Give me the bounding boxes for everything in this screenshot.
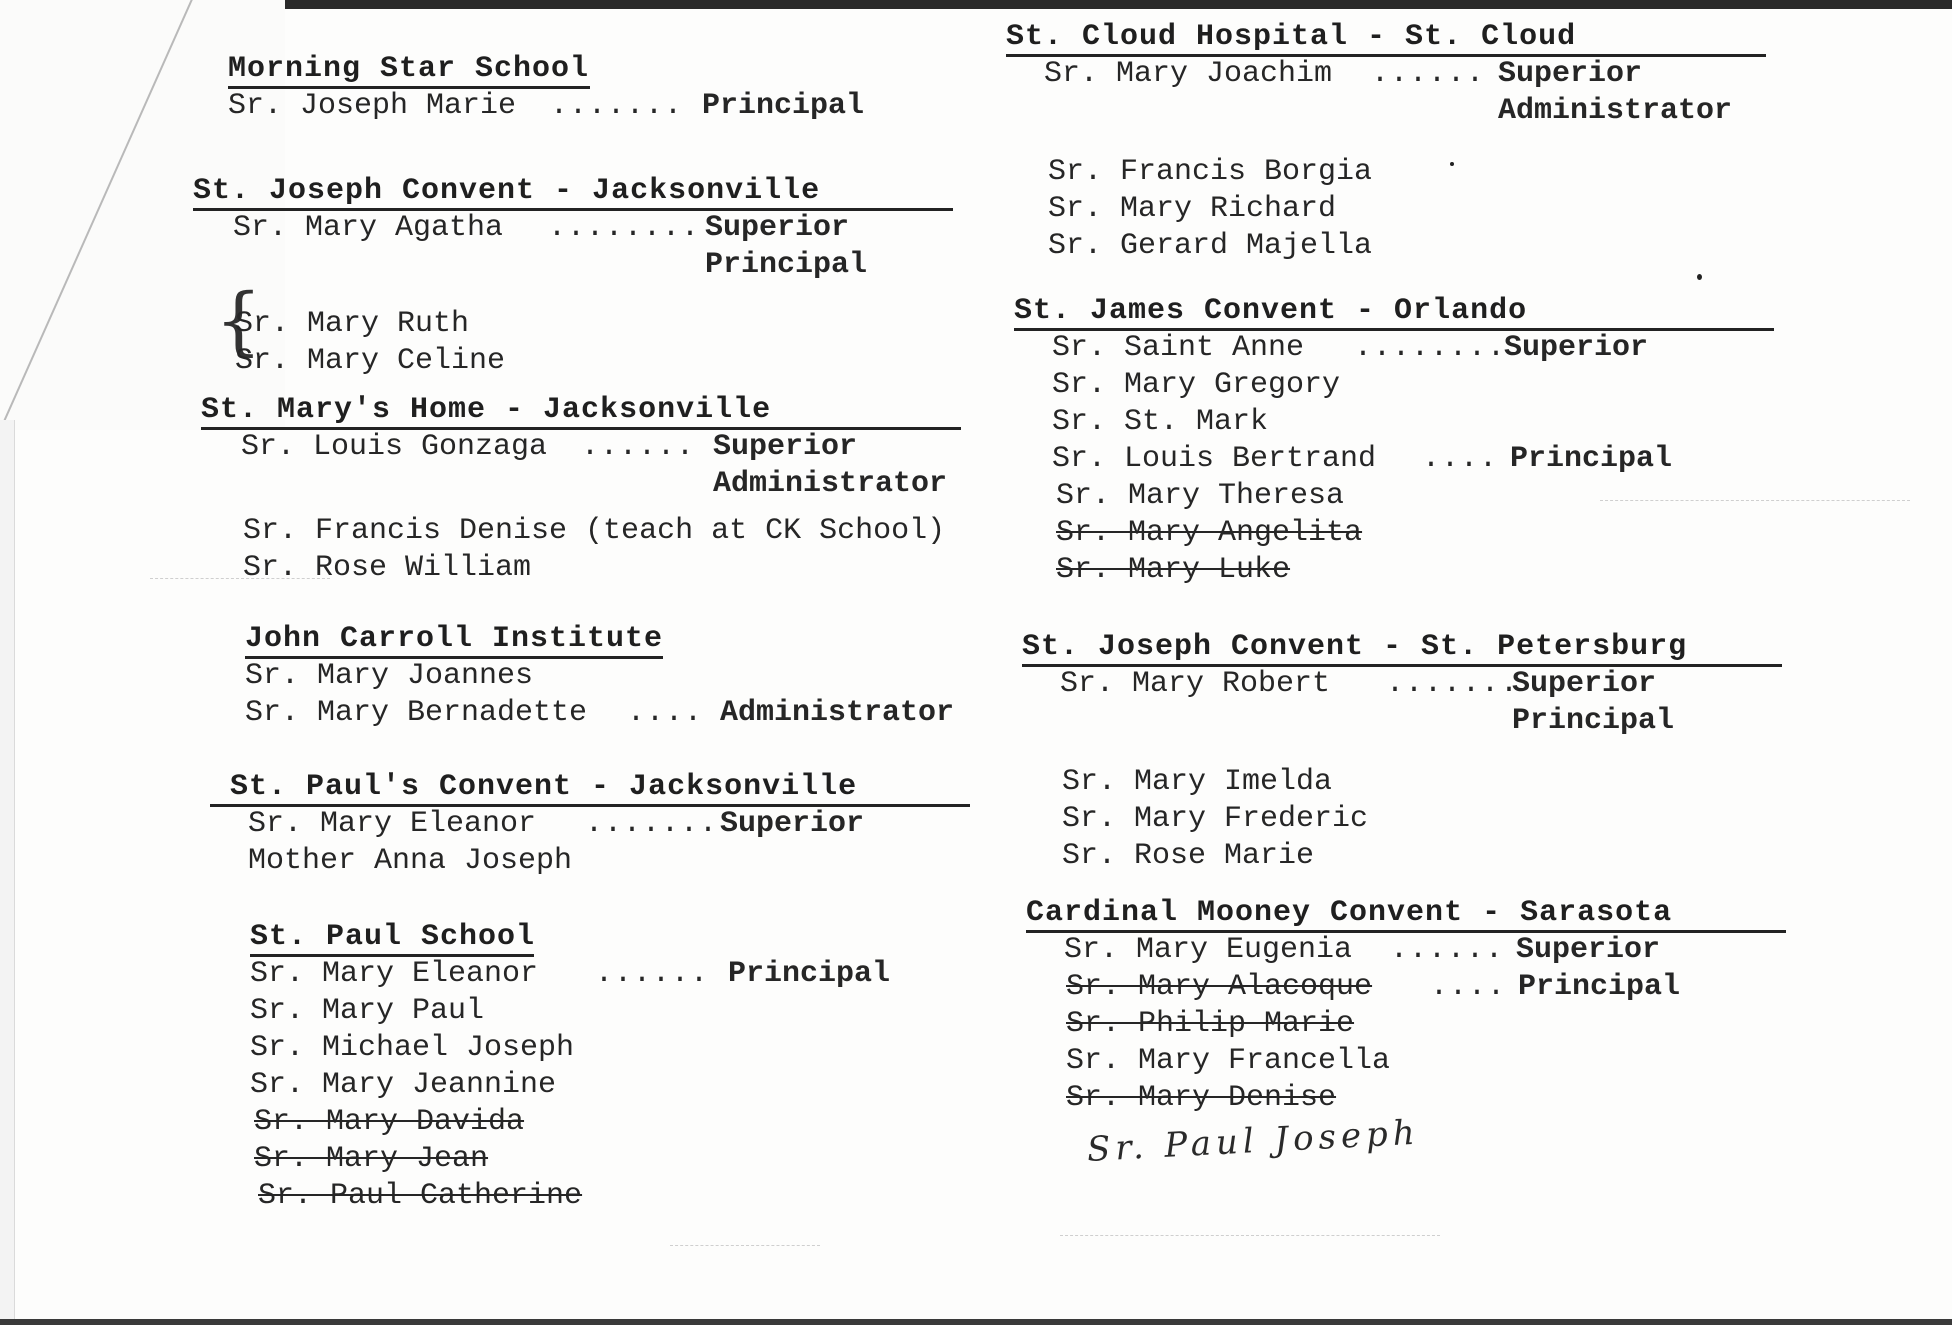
staff-name: Sr. Mary Gregory (1052, 368, 1341, 402)
staff-role: Principal (1510, 442, 1673, 476)
scan-left-edge (0, 420, 15, 1325)
staff-row (210, 807, 970, 844)
staff-role: Principal (1518, 970, 1681, 1004)
leader-dots: .... (1430, 970, 1507, 1004)
staff-row (1006, 57, 1766, 94)
staff-name: Sr. Louis Gonzaga (241, 430, 548, 464)
staff-row (1026, 970, 1786, 1007)
staff-row (245, 696, 975, 733)
section-heading: Morning Star School (228, 52, 590, 86)
staff-row (1022, 704, 1782, 741)
staff-name: Sr. Mary Ruth (235, 307, 470, 341)
leader-dots: ........ (548, 211, 701, 245)
section-heading: St. Cloud Hospital - St. Cloud (1006, 20, 1577, 54)
leader-dots: .... (1422, 442, 1499, 476)
staff-row (1006, 229, 1766, 266)
leader-dots: ...... (1371, 57, 1486, 91)
staff-role: Administrator (720, 696, 955, 730)
section-st-paul-school (250, 920, 970, 1216)
staff-name: Sr. Michael Joseph (250, 1031, 575, 1065)
staff-row (228, 89, 928, 126)
staff-name: Sr. Mary Robert (1060, 667, 1331, 701)
staff-name: Sr. St. Mark (1052, 405, 1269, 439)
staff-row (1022, 839, 1782, 876)
leader-dots: ....... (585, 807, 719, 841)
staff-row-struck (250, 1142, 970, 1179)
staff-name-struck: Sr. Philip Marie (1066, 1007, 1355, 1041)
staff-row (250, 957, 970, 994)
leader-dots: ...... (581, 430, 696, 464)
staff-name: Sr. Mary Eugenia (1064, 933, 1353, 967)
staff-name: Sr. Mary Agatha (233, 211, 504, 245)
staff-row (250, 994, 970, 1031)
section-morning-star-school (228, 52, 928, 126)
speck (1697, 274, 1702, 280)
section-heading: St. Paul's Convent - Jacksonville (230, 770, 858, 804)
staff-name: Sr. Mary Joachim (1044, 57, 1333, 91)
section-heading: St. Mary's Home - Jacksonville (201, 393, 772, 427)
staff-name: Sr. Mary Imelda (1062, 765, 1333, 799)
staff-name: Sr. Mary Francella (1066, 1044, 1391, 1078)
staff-name-struck: Sr. Mary Davida (254, 1105, 525, 1139)
staff-row (193, 344, 953, 381)
staff-role: Superior (1512, 667, 1657, 701)
staff-row (193, 211, 953, 248)
section-st-marys-home (201, 393, 961, 588)
staff-row-struck (1014, 553, 1774, 590)
brace-mark: { (215, 278, 263, 364)
staff-row (250, 1031, 970, 1068)
staff-name-struck: Sr. Mary Angelita (1056, 516, 1363, 550)
section-st-joseph-jacksonville (193, 174, 953, 381)
staff-role: Principal (705, 248, 868, 282)
staff-name: Sr. Mary Eleanor (248, 807, 537, 841)
staff-row (1022, 765, 1782, 802)
staff-name: Sr. Rose William (243, 551, 532, 585)
section-heading: St. Paul School (250, 920, 536, 954)
staff-row-struck (250, 1105, 970, 1142)
leader-dots: ....... (1386, 667, 1520, 701)
staff-name: Sr. Saint Anne (1052, 331, 1305, 365)
section-heading: Cardinal Mooney Convent - Sarasota (1026, 896, 1673, 930)
leader-dots: ........ (1354, 331, 1507, 365)
staff-name-struck: Sr. Mary Denise (1066, 1081, 1337, 1115)
section-heading: St. Joseph Convent - St. Petersburg (1022, 630, 1688, 664)
staff-row (1022, 667, 1782, 704)
scan-bottom-edge (0, 1319, 1952, 1325)
scan-artifact (670, 1245, 820, 1246)
staff-role: Principal (728, 957, 891, 991)
handwritten-row (1026, 1112, 1786, 1170)
section-heading: John Carroll Institute (245, 622, 664, 656)
staff-role: Superior (705, 211, 850, 245)
staff-name: Sr. Mary Paul (250, 994, 485, 1028)
staff-name: Sr. Louis Bertrand (1052, 442, 1377, 476)
staff-name: Sr. Mary Bernadette (245, 696, 588, 730)
leader-dots: ...... (595, 957, 710, 991)
staff-row (1014, 331, 1774, 368)
staff-name-struck: Sr. Mary Luke (1056, 553, 1291, 587)
staff-name: Sr. Rose Marie (1062, 839, 1315, 873)
staff-row-struck (250, 1179, 970, 1216)
scan-artifact (1060, 1235, 1440, 1236)
scan-top-edge (0, 0, 1952, 9)
staff-row (1014, 442, 1774, 479)
section-st-james-convent (1014, 294, 1774, 590)
leader-dots: ...... (1390, 933, 1505, 967)
staff-row (201, 467, 961, 504)
staff-role: Superior (1504, 331, 1649, 365)
staff-row (1014, 479, 1774, 516)
staff-role: Administrator (713, 467, 948, 501)
staff-name: Sr. Mary Richard (1048, 192, 1337, 226)
staff-row (201, 551, 961, 588)
staff-role: Superior (1498, 57, 1643, 91)
leader-dots: .... (627, 696, 704, 730)
staff-row (1022, 802, 1782, 839)
staff-name: Sr. Gerard Majella (1048, 229, 1373, 263)
staff-row (210, 844, 970, 881)
section-heading: St. Joseph Convent - Jacksonville (193, 174, 821, 208)
staff-name-struck: Sr. Mary Alacoque (1066, 970, 1373, 1004)
staff-name: Sr. Francis Borgia (1048, 155, 1373, 189)
staff-role: Superior (1516, 933, 1661, 967)
staff-row (201, 514, 961, 551)
staff-row (1006, 155, 1766, 192)
handwritten-name: Sr. Paul Joseph (1086, 1112, 1421, 1170)
staff-row-struck (1014, 516, 1774, 553)
staff-row (1014, 368, 1774, 405)
staff-row (245, 659, 975, 696)
staff-row (1014, 405, 1774, 442)
staff-row (201, 430, 961, 467)
staff-row-struck (1026, 1007, 1786, 1044)
staff-role: Principal (1512, 704, 1675, 738)
section-heading: St. James Convent - Orlando (1014, 294, 1528, 328)
staff-row (1006, 192, 1766, 229)
staff-row (193, 248, 953, 285)
staff-name: Mother Anna Joseph (248, 844, 573, 878)
section-st-joseph-st-petersburg (1022, 630, 1782, 876)
staff-name: Sr. Mary Joannes (245, 659, 534, 693)
staff-row (193, 307, 953, 344)
staff-role: Administrator (1498, 94, 1733, 128)
staff-name: Sr. Mary Celine (235, 344, 506, 378)
section-st-cloud-hospital (1006, 20, 1766, 266)
staff-row (250, 1068, 970, 1105)
staff-name: Sr. Francis Denise (teach at CK School) (243, 514, 946, 548)
staff-role: Principal (702, 89, 865, 123)
staff-role: Superior (720, 807, 865, 841)
staff-name-struck: Sr. Paul Catherine (258, 1179, 583, 1213)
section-st-pauls-convent (210, 770, 970, 881)
staff-row (1006, 94, 1766, 131)
section-cardinal-mooney-convent (1026, 896, 1786, 1168)
leader-dots: ....... (550, 89, 684, 123)
staff-name: Sr. Mary Theresa (1056, 479, 1345, 513)
staff-name: Sr. Mary Eleanor (250, 957, 539, 991)
section-john-carroll-institute (245, 622, 975, 733)
staff-row (1026, 1044, 1786, 1081)
staff-name-struck: Sr. Mary Jean (254, 1142, 489, 1176)
staff-role: Superior (713, 430, 858, 464)
staff-row (1026, 933, 1786, 970)
staff-name: Sr. Joseph Marie (228, 89, 517, 123)
staff-name: Sr. Mary Jeannine (250, 1068, 557, 1102)
staff-name: Sr. Mary Frederic (1062, 802, 1369, 836)
